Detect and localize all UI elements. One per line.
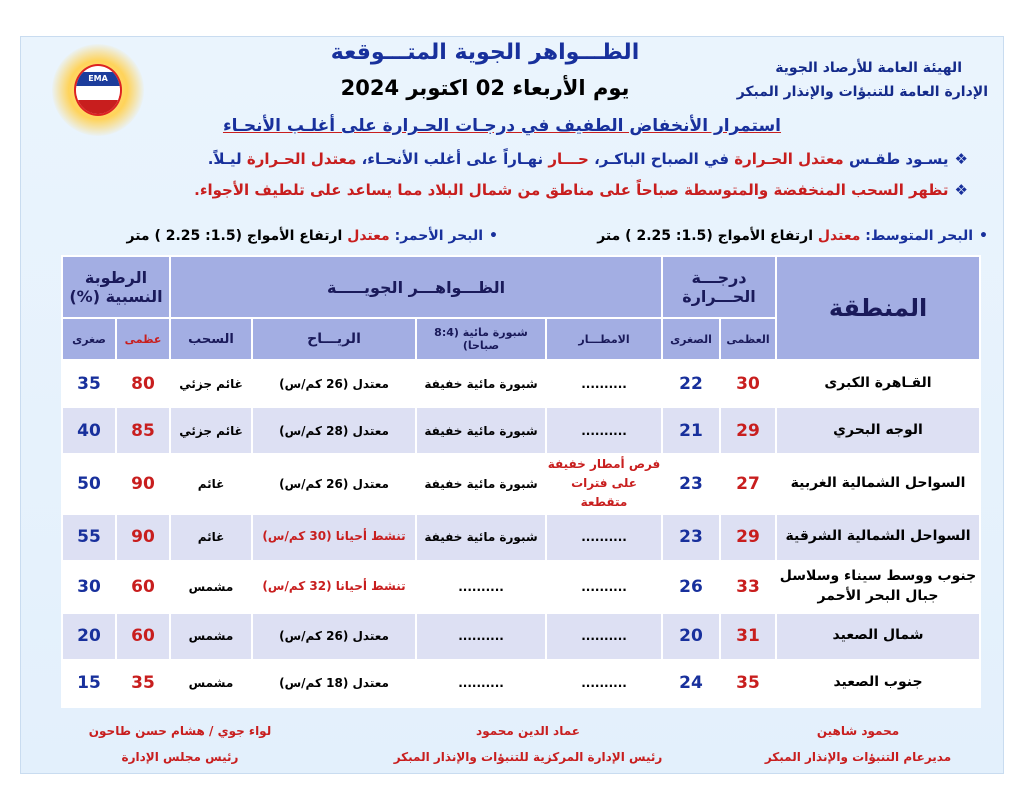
signature-central-director: عماد الدين محمود رئيس الإدارة المركزية للتنبؤات والإنذار المبكر (393, 724, 663, 764)
humidity-min-cell: 55 (62, 514, 116, 561)
region-cell: جنوب الصعيد (776, 660, 980, 707)
wind-cell: معتدل (28 كم/س) (252, 407, 416, 454)
rain-cell: .......... (546, 660, 662, 707)
table-row (62, 514, 980, 561)
bullet-weather-summary: ❖يسـود طقـس معتدل الحـرارة في الصباح الباكـر، حـــار نهـاراً على أغلب الأنحـاء، معتدل الحـرارة ليـلاً. (207, 150, 968, 168)
temp-min-cell: 23 (662, 454, 720, 514)
temp-max-cell: 33 (720, 561, 776, 613)
dot-bullet-icon: • (489, 228, 498, 244)
temp-min-cell: 26 (662, 561, 720, 613)
fog-cell: شبورة مائية خفيفة (416, 360, 546, 407)
humidity-max-cell: 90 (116, 454, 170, 514)
diamond-bullet-icon: ❖ (954, 181, 968, 199)
region-cell: الوجه البحري (776, 407, 980, 454)
humidity-min-cell: 15 (62, 660, 116, 707)
table-body (62, 360, 980, 707)
rain-cell: فرص أمطار خفيفة على فترات متقطعة (546, 454, 662, 514)
humidity-max-cell: 80 (116, 360, 170, 407)
humidity-max-cell: 60 (116, 613, 170, 660)
table-row (62, 454, 980, 514)
header-humidity-max: عظمى (116, 318, 170, 360)
header-rain: الامطـــار (546, 318, 662, 360)
sea-mediterranean: •البحر المتوسط: معتدل ارتفاع الأمواج (1.5: 2.25 ) متر (597, 228, 988, 244)
header-wind: الريـــاح (252, 318, 416, 360)
header-humidity-min: صغرى (62, 318, 116, 360)
clouds-cell: مشمس (170, 613, 252, 660)
region-cell: القـاهرة الكبرى (776, 360, 980, 407)
table-row (62, 613, 980, 660)
humidity-min-cell: 50 (62, 454, 116, 514)
header-humidity: الرطوبة النسبية (%) (62, 256, 170, 318)
sea-red-sea: •البحر الأحمر: معتدل ارتفاع الأمواج (1.5: 2.25 ) متر (126, 228, 498, 244)
region-cell: شمال الصعيد (776, 613, 980, 660)
wind-cell: معتدل (18 كم/س) (252, 660, 416, 707)
forecast-table (61, 255, 981, 708)
clouds-cell: مشمس (170, 561, 252, 613)
page-title: الظـــواهر الجوية المتـــوقعة (330, 40, 640, 65)
header-phenomena: الظـــواهـــر الجويـــــة (170, 256, 662, 318)
region-cell: السواحل الشمالية الغربية (776, 454, 980, 514)
signature-board-chairman: لواء جوي / هشام حسن طاحون رئيس مجلس الإدارة (88, 724, 272, 764)
forecast-headline: استمرار الأنخفاض الطفيف في درجـات الحـرارة على أغلـب الأنحـاء (222, 116, 782, 136)
humidity-min-cell: 40 (62, 407, 116, 454)
clouds-cell: غائم جزئي (170, 360, 252, 407)
temp-min-cell: 23 (662, 514, 720, 561)
rain-cell: .......... (546, 613, 662, 660)
temp-max-cell: 30 (720, 360, 776, 407)
humidity-min-cell: 30 (62, 561, 116, 613)
header-temperature: درجـــة الحـــرارة (662, 256, 776, 318)
wind-cell: معتدل (26 كم/س) (252, 454, 416, 514)
rain-cell: .......... (546, 561, 662, 613)
header-clouds: السحب (170, 318, 252, 360)
temp-max-cell: 35 (720, 660, 776, 707)
header-fog: شبورة مائية (8:4 صباحا) (416, 318, 546, 360)
forecast-date: يوم الأربعاء 02 اكتوبر 2024 (340, 76, 630, 100)
org-department: الإدارة العامة للتنبؤات والإنذار المبكر (736, 84, 988, 100)
header-temp-min: الصغرى (662, 318, 720, 360)
region-cell: جنوب ووسط سيناء وسلاسل جبال البحر الأحمر (776, 561, 980, 613)
humidity-min-cell: 35 (62, 360, 116, 407)
fog-cell: .......... (416, 660, 546, 707)
table-row (62, 360, 980, 407)
org-name: الهيئة العامة للأرصاد الجوية (775, 60, 962, 76)
fog-cell: .......... (416, 561, 546, 613)
ema-logo (52, 44, 144, 136)
temp-min-cell: 22 (662, 360, 720, 407)
fog-cell: شبورة مائية خفيفة (416, 407, 546, 454)
clouds-cell: غائم (170, 454, 252, 514)
fog-cell: شبورة مائية خفيفة (416, 514, 546, 561)
humidity-min-cell: 20 (62, 613, 116, 660)
clouds-cell: غائم (170, 514, 252, 561)
logo-text: EMA (88, 74, 108, 83)
wind-cell: تنشط أحيانا (32 كم/س) (252, 561, 416, 613)
header-temp-max: العظمى (720, 318, 776, 360)
fog-cell: شبورة مائية خفيفة (416, 454, 546, 514)
signature-forecast-director: محمود شاهين مديرعام التنبؤات والإنذار المبكر (764, 724, 952, 764)
rain-cell: .......... (546, 514, 662, 561)
temp-min-cell: 21 (662, 407, 720, 454)
dot-bullet-icon: • (979, 228, 988, 244)
rain-cell: .......... (546, 360, 662, 407)
wind-cell: تنشط أحيانا (30 كم/س) (252, 514, 416, 561)
table-row (62, 407, 980, 454)
wind-cell: معتدل (26 كم/س) (252, 360, 416, 407)
temp-max-cell: 29 (720, 407, 776, 454)
diamond-bullet-icon: ❖ (954, 150, 968, 168)
humidity-max-cell: 85 (116, 407, 170, 454)
logo-emblem-icon (74, 64, 122, 116)
rain-cell: .......... (546, 407, 662, 454)
humidity-max-cell: 90 (116, 514, 170, 561)
temp-max-cell: 31 (720, 613, 776, 660)
table-row (62, 660, 980, 707)
humidity-max-cell: 35 (116, 660, 170, 707)
clouds-cell: غائم جزئي (170, 407, 252, 454)
table-row (62, 561, 980, 613)
bullet-clouds: ❖تظهر السحب المنخفضة والمتوسطة صباحاً على مناطق من شمال البلاد مما يساعد على تلطيف الأجواء. (194, 181, 968, 199)
wind-cell: معتدل (26 كم/س) (252, 613, 416, 660)
header-region: المنطقة (776, 256, 980, 360)
region-cell: السواحل الشمالية الشرقية (776, 514, 980, 561)
temp-min-cell: 24 (662, 660, 720, 707)
fog-cell: .......... (416, 613, 546, 660)
temp-max-cell: 27 (720, 454, 776, 514)
temp-max-cell: 29 (720, 514, 776, 561)
humidity-max-cell: 60 (116, 561, 170, 613)
temp-min-cell: 20 (662, 613, 720, 660)
clouds-cell: مشمس (170, 660, 252, 707)
